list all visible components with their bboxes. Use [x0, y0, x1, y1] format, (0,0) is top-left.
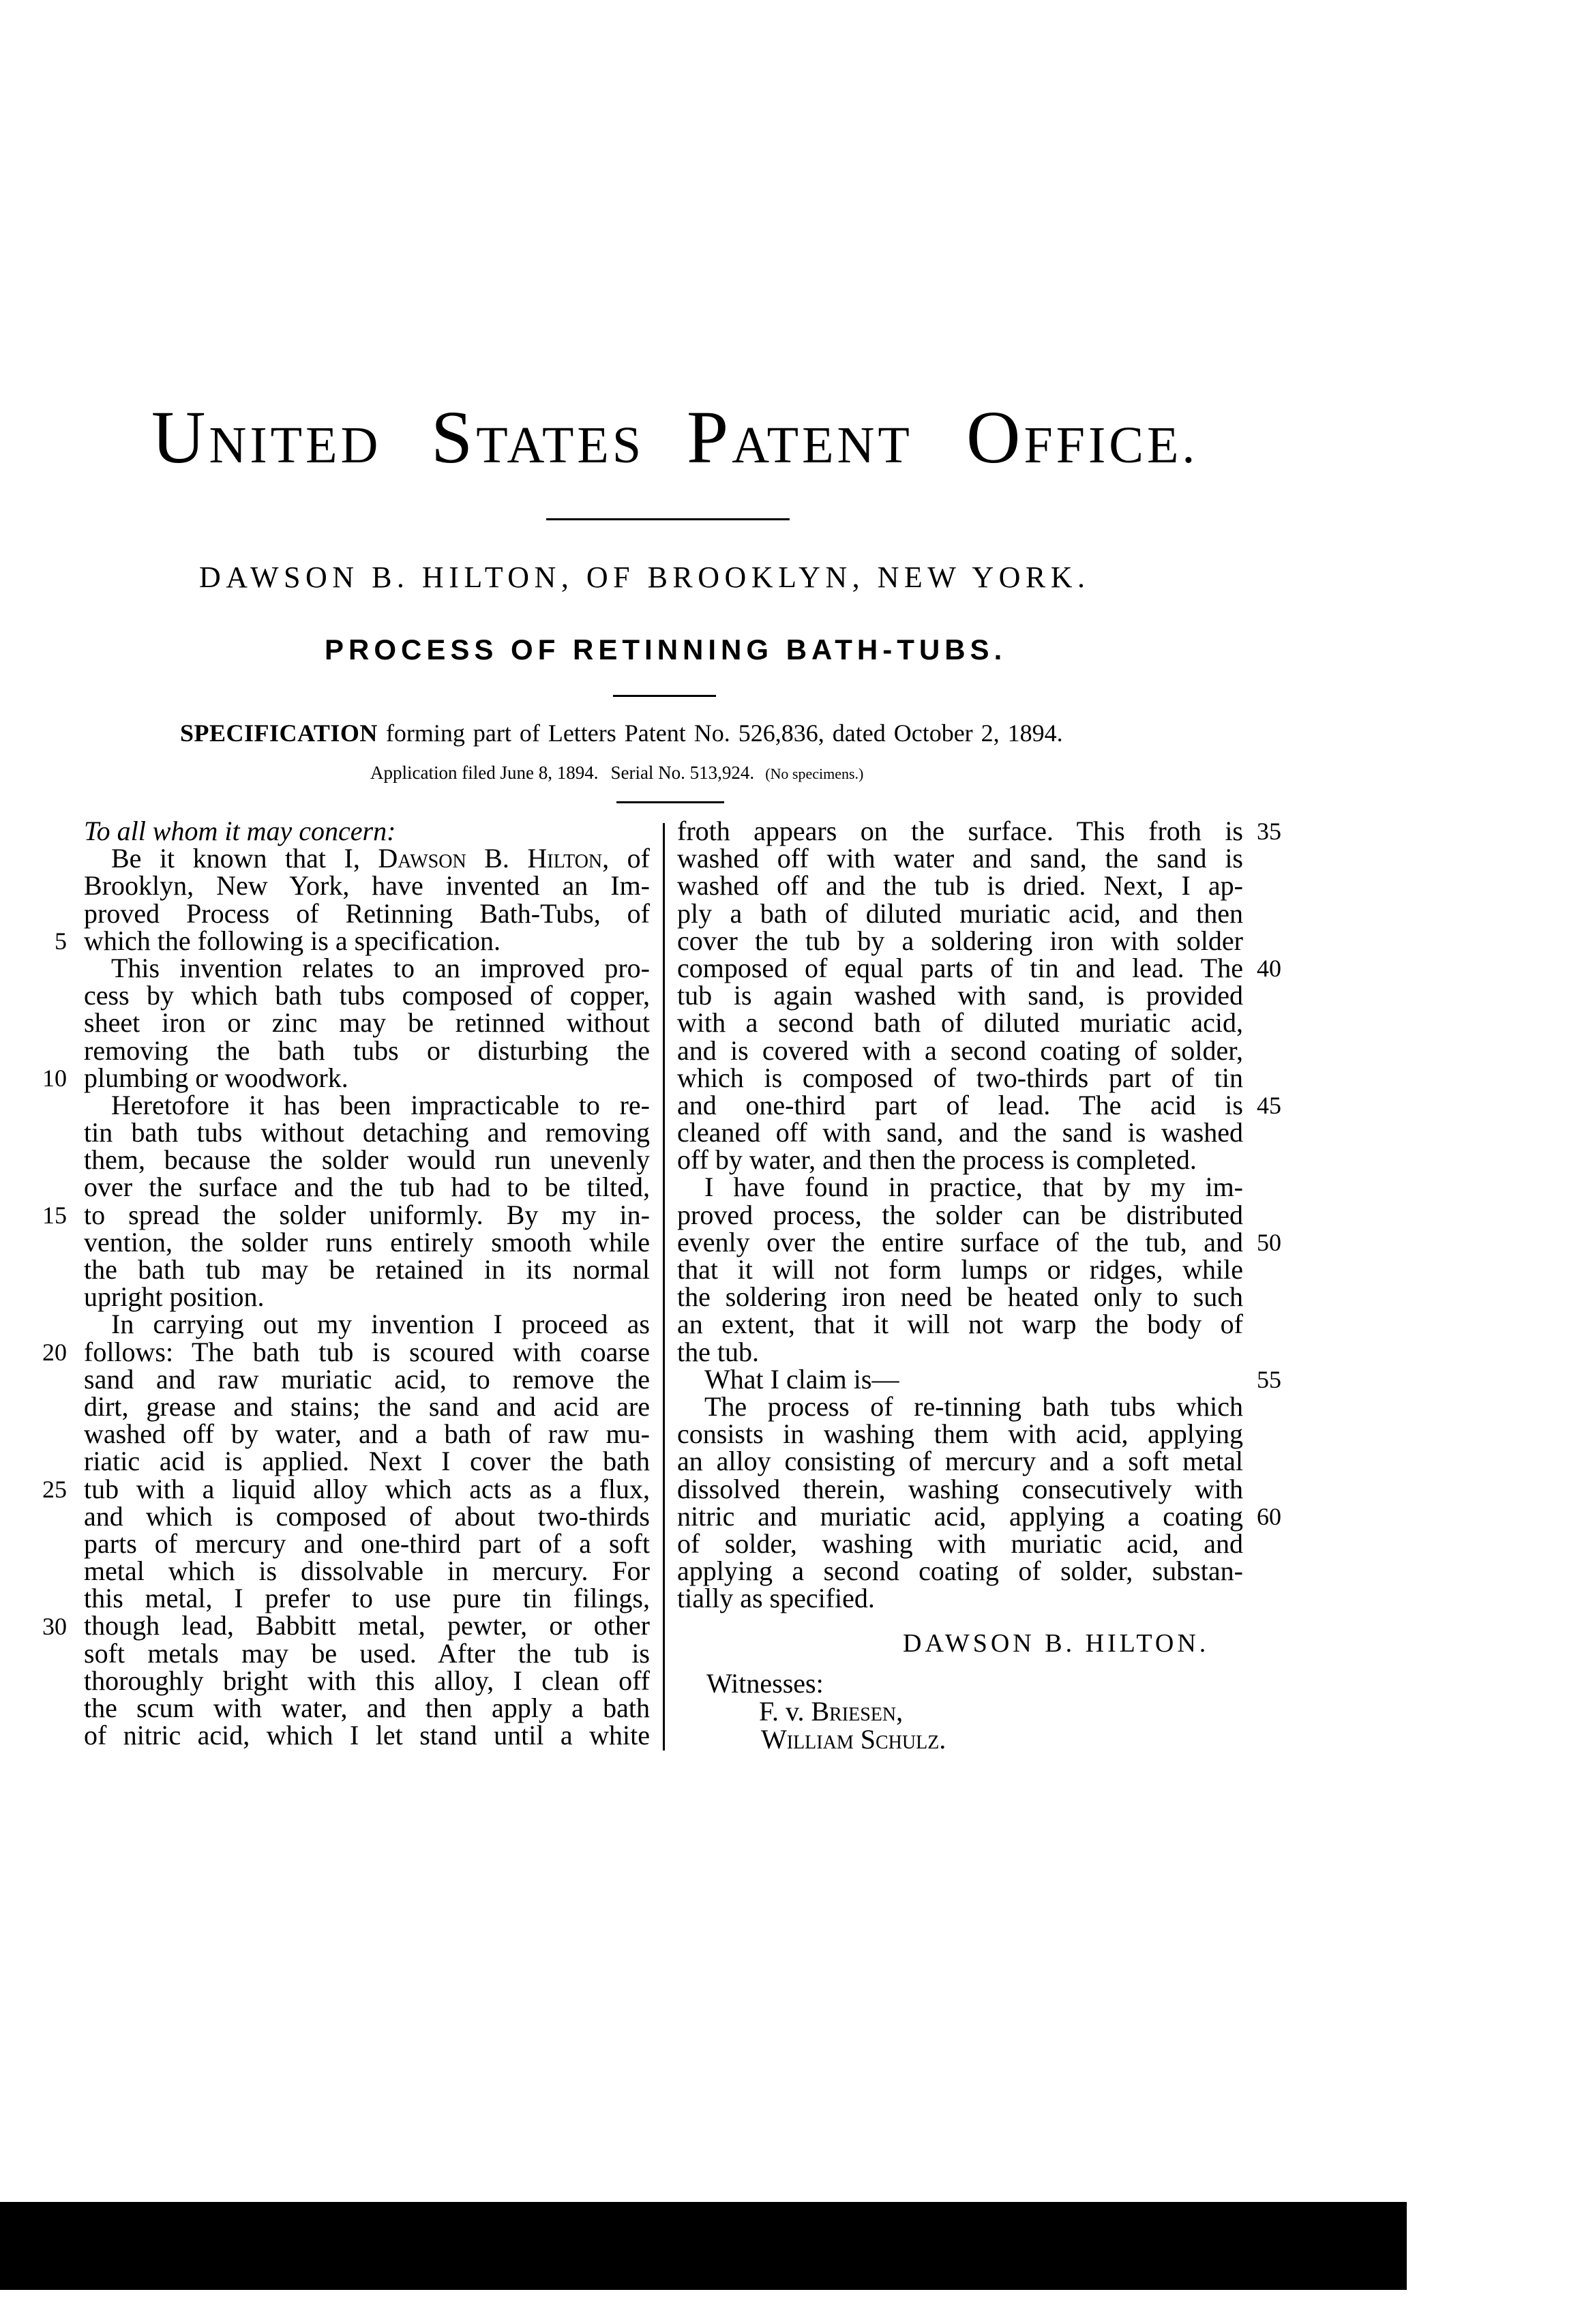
office-title-word — [151, 396, 382, 483]
body-line: tin bath tubs without detaching and removing — [84, 1117, 650, 1148]
right-column — [677, 818, 1243, 1612]
claim-line: The process of re-tinning bath tubs which — [704, 1390, 1243, 1422]
claim-heading: What I claim is— — [704, 1363, 899, 1395]
body-line: dirt, grease and stains; the sand and acid are — [84, 1390, 650, 1422]
claim-line: of solder, washing with muriatic acid, and — [677, 1528, 1243, 1559]
body-line: ply a bath of diluted muriatic acid, and then — [677, 897, 1243, 929]
body-line: which is composed of two-thirds part of tin — [677, 1062, 1243, 1093]
specification-label: SPECIFICATION — [180, 719, 378, 747]
body-line: upright position. — [84, 1281, 265, 1313]
body-line: proved Process of Retinning Bath-Tubs, of — [84, 897, 650, 929]
left-column — [84, 818, 650, 1749]
title-rest: FFICE. — [1024, 417, 1199, 474]
body-line: which the following is a specification. — [84, 925, 501, 956]
body-line: cess by which bath tubs composed of copper, — [84, 980, 650, 1011]
title-initial: O — [966, 396, 1024, 479]
body-line: the scum with water, and then apply a bath — [84, 1693, 650, 1723]
claim-line: tially as specified. — [677, 1583, 875, 1614]
claim-line: an alloy consisting of mercury and a soft metal — [677, 1446, 1243, 1477]
claim-line: applying a second coating of solder, substan- — [677, 1555, 1243, 1587]
application-line — [370, 764, 863, 783]
body-line: This invention relates to an improved pro- — [111, 952, 650, 983]
body-line: proved process, the solder can be distributed — [677, 1199, 1243, 1230]
body-line: parts of mercury and one-third part of a soft — [84, 1528, 650, 1559]
line-number: 5 — [55, 927, 67, 955]
office-title-word — [431, 396, 645, 483]
body-line: the tub. — [677, 1336, 759, 1367]
specification-text: forming part of Letters Patent No. 526,836, dated October 2, 1894. — [377, 719, 1063, 747]
body-line: plumbing or woodwork. — [84, 1062, 348, 1093]
title-initial: P — [687, 396, 732, 479]
body-line: an extent, that it will not warp the body of — [677, 1309, 1243, 1340]
title-rest: ATENT — [732, 417, 913, 474]
line-number: 35 — [1257, 818, 1281, 845]
body-line: off by water, and then the process is completed. — [677, 1144, 1197, 1176]
salutation: To all whom it may concern: — [84, 816, 396, 846]
body-line: follows: The bath tub is scoured with coarse — [84, 1336, 650, 1367]
body-line: and which is composed of about two-thirds — [84, 1500, 650, 1532]
body-line: of nitric acid, which I let stand until a white — [84, 1720, 650, 1751]
line-number: 50 — [1257, 1229, 1281, 1256]
line-number: 55 — [1257, 1366, 1281, 1393]
line-number: 60 — [1257, 1503, 1281, 1530]
title-initial: U — [151, 396, 209, 479]
invention-title: PROCESS OF RETINNING BATH-TUBS. — [325, 634, 1007, 666]
witnesses-label: Witnesses: — [706, 1668, 824, 1699]
body-line: Brooklyn, New York, have invented an Im- — [84, 870, 650, 902]
body-line: with a second bath of diluted muriatic acid, — [677, 1007, 1243, 1039]
line-number: 25 — [42, 1476, 67, 1503]
body-line: I have found in practice, that by my im- — [704, 1172, 1243, 1203]
body-line: washed off by water, and a bath of raw mu- — [84, 1418, 650, 1450]
body-line: and is covered with a second coating of solder, — [677, 1034, 1243, 1066]
body-line: tub is again washed with sand, is provided — [677, 980, 1243, 1011]
body-line: and one-third part of lead. The acid is — [677, 1089, 1243, 1120]
witness-surname: Briesen, — [811, 1696, 904, 1727]
witness-prefix: F. v. — [759, 1696, 811, 1727]
specification-line — [180, 721, 1063, 745]
body-line: over the surface and the tub had to be tilted, — [84, 1172, 650, 1203]
title-rest: NITED — [209, 417, 382, 474]
serial-number: Serial No. 513,924. — [610, 762, 755, 783]
title-initial: S — [431, 396, 477, 479]
body-line: sheet iron or zinc may be retinned without — [84, 1007, 650, 1039]
body-line: to spread the solder uniformly. By my in- — [84, 1199, 650, 1230]
body-line: them, because the solder would run unevenly — [84, 1144, 650, 1176]
claim-line: dissolved therein, washing consecutively with — [677, 1473, 1243, 1504]
claim-line: consists in washing them with acid, applying — [677, 1418, 1243, 1450]
body-line: removing the bath tubs or disturbing the — [84, 1034, 650, 1066]
line-number: 30 — [42, 1613, 67, 1640]
witness-fullname: William Schulz. — [761, 1724, 946, 1755]
body-line: evenly over the entire surface of the tub, and — [677, 1226, 1243, 1257]
body-line: this metal, I prefer to use pure tin filings, — [84, 1583, 650, 1614]
body-line: froth appears on the surface. This froth is — [677, 816, 1243, 846]
body-line: In carrying out my invention I proceed as — [111, 1309, 650, 1340]
header-rule — [616, 801, 724, 803]
body-line: metal which is dissolvable in mercury. For — [84, 1555, 650, 1587]
body-line: cleaned off with sand, and the sand is washed — [677, 1117, 1243, 1148]
body-line: Heretofore it has been impracticable to re- — [111, 1089, 650, 1120]
inventor-name: Dawson B. Hilton — [378, 843, 603, 874]
line-number: 10 — [42, 1064, 67, 1092]
witness-name — [759, 1698, 903, 1725]
body-line: tub with a liquid alloy which acts as a flux, — [84, 1473, 650, 1504]
body-line: riatic acid is applied. Next I cover the bath — [84, 1446, 650, 1477]
line-number: 40 — [1257, 955, 1281, 982]
body-line: cover the tub by a soldering iron with solder — [677, 925, 1243, 956]
body-line: washed off and the tub is dried. Next, I ap- — [677, 870, 1243, 902]
body-line: sand and raw muriatic acid, to remove the — [84, 1363, 650, 1395]
title-rest: TATES — [476, 417, 645, 474]
body-line: composed of equal parts of tin and lead. The — [677, 952, 1243, 983]
body-line: though lead, Babbitt metal, pewter, or other — [84, 1610, 650, 1641]
body-line: that it will not form lumps or ridges, while — [677, 1254, 1243, 1285]
line-number: 15 — [42, 1202, 67, 1229]
body-line: soft metals may be used. After the tub is — [84, 1637, 650, 1669]
scan-border-band — [0, 2202, 1407, 2290]
body-line: vention, the solder runs entirely smooth while — [84, 1226, 650, 1257]
specimens-note: (No specimens.) — [765, 765, 864, 782]
application-filed: Application filed June 8, 1894. — [370, 762, 599, 783]
line-text: , of — [602, 843, 650, 874]
line-text: Be it known that I, — [111, 843, 378, 874]
title-rule — [613, 695, 716, 697]
body-line: the soldering iron need be heated only to such — [677, 1281, 1243, 1313]
body-line: the bath tub may be retained in its normal — [84, 1254, 650, 1285]
claim-line: nitric and muriatic acid, applying a coating — [677, 1500, 1243, 1532]
line-number: 45 — [1257, 1092, 1281, 1119]
body-line: washed off with water and sand, the sand is — [677, 843, 1243, 874]
line-number: 20 — [42, 1339, 67, 1366]
office-title-word — [687, 396, 913, 483]
body-line — [84, 845, 650, 872]
body-line: thoroughly bright with this alloy, I clean off — [84, 1665, 650, 1696]
inventor-signature: DAWSON B. HILTON. — [903, 1629, 1210, 1658]
inventor-line: DAWSON B. HILTON, OF BROOKLYN, NEW YORK. — [199, 561, 1090, 594]
witness-name — [761, 1726, 946, 1753]
office-title-word — [966, 396, 1199, 483]
column-divider — [663, 823, 665, 1751]
masthead-rule — [546, 518, 790, 520]
